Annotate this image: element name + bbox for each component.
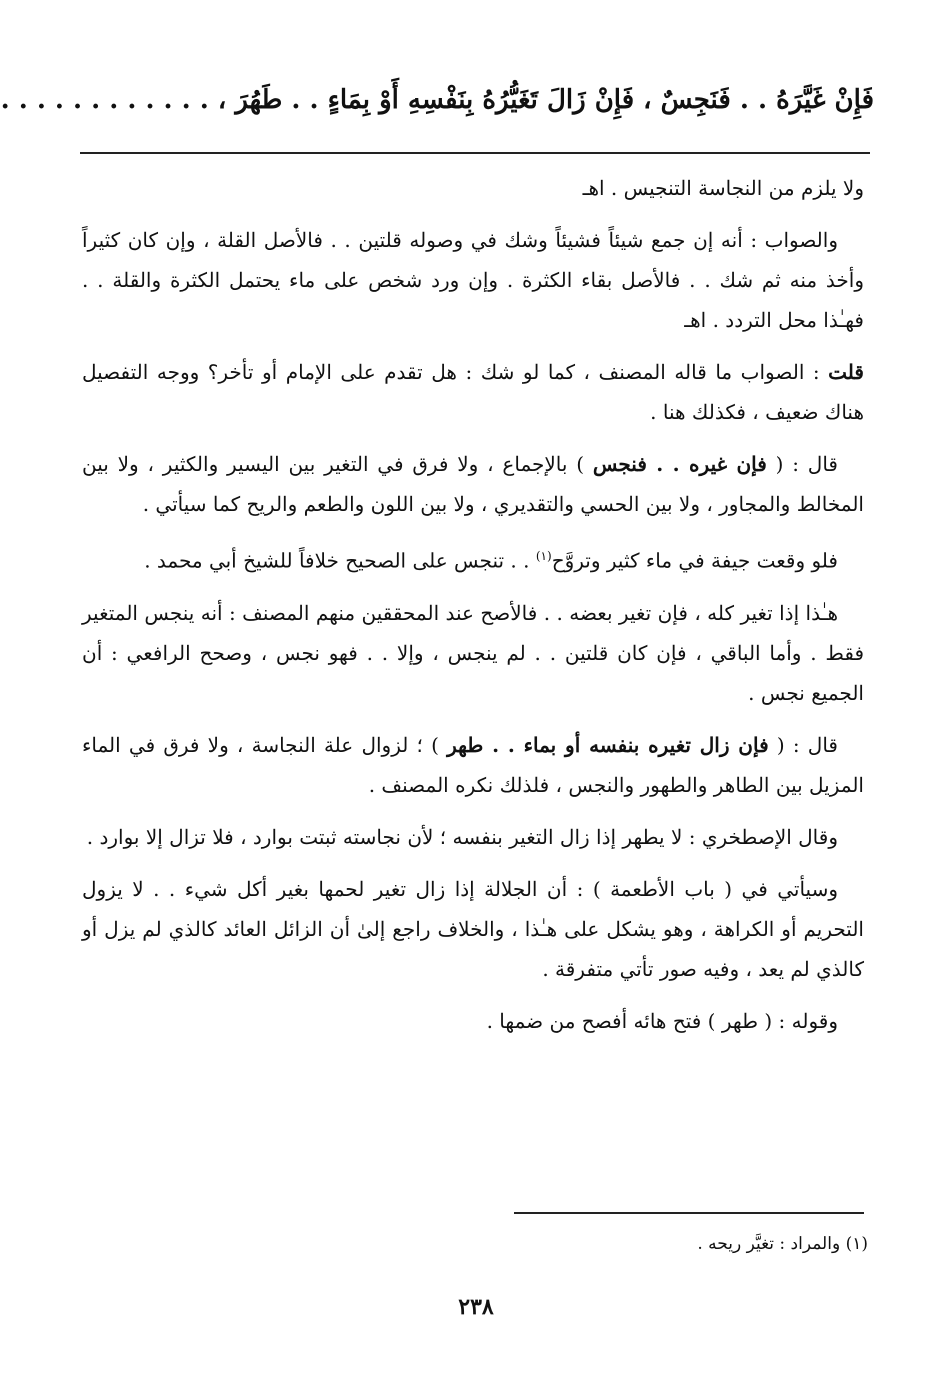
paragraph-2: والصواب : أنه إن جمع شيئاً فشيئاً وشك في وصوله قلتين . . فالأصل القلة ، وإن كان كثيراً وأخذ منه ثم شك . . فالأصل بقاء الكثرة . وإن ورد شخص على ماء يحتمل الكثرة والقلة . . فهـٰذا محل التردد . اهـ [82, 228, 864, 332]
footnote-text: والمراد : تغيَّر ريحه . [697, 1234, 846, 1254]
header-dots: . . . . . . . . . . . . [0, 85, 209, 115]
paragraph-3 [82, 352, 864, 432]
paragraph-8: وقال الإصطخري : لا يطهر إذا زال التغير بنفسه ؛ لأن نجاسته ثبتت بوارد ، فلا تزال إلا بوارد . [86, 824, 838, 849]
page-number: ٢٣٨ [458, 1294, 494, 1320]
footnote-rule [514, 1212, 864, 1214]
paragraph-7-text: ) ؛ لزوال علة النجاسة ، ولا فرق في الماء المزيل بين الطاهر والطهور والنجس ، فلذلك نكره المصنف . [82, 732, 864, 797]
footnote-marker: (١) [845, 1234, 868, 1254]
paragraph-1: ولا يلزم من النجاسة التنجيس . اهـ [582, 176, 864, 200]
paragraph-4 [82, 444, 864, 524]
commentary-body [82, 168, 864, 1053]
paragraph-6: هـٰذا إذا تغير كله ، فإن تغير بعضه . . فالأصح عند المحققين منهم المصنف : أنه ينجس المتغير فقط . وأما الباقي ، فإن كان قلتين . . لم ينجس ، وإلا . . فهو نجس ، وصحح الرافعي : أن الجميع نجس . [82, 600, 864, 705]
matn-header [0, 78, 874, 122]
footnote-reference: (١) [535, 549, 552, 563]
paragraph-10: وقوله : ( طهر ) فتح هائه أفصح من ضمها . [486, 1008, 838, 1033]
paragraph-4-text: ) بالإجماع ، ولا فرق في التغير بين اليسير والكثير ، ولا بين المخالط والمجاور ، ولا بين الحسي والتقديري ، ولا بين اللون والطعم والريح كما سيأتي . [82, 452, 864, 516]
paragraph-5-text-a: فلو وقعت جيفة في ماء كثير وتروَّح [551, 548, 838, 573]
paragraph-3-text: : الصواب ما قاله المصنف ، كما لو شك : هل تقدم على الإمام أو تأخر؟ ووجه التفصيل هناك ضعيف ، فكذلك هنا . [82, 360, 864, 424]
qala-prefix: قال : ( [768, 732, 838, 757]
footnote [168, 1230, 868, 1258]
paragraph-9: وسيأتي في ( باب الأطعمة ) : أن الجلالة إذا زال تغير لحمها بغير أكل شيء . . لا يزول التحريم أو الكراهة ، وهو يشكل على هـٰذا ، والخلاف راجع إلىٰ أن الزائل العائد كالذي لم يزل أو كالذي لم يعد ، وفيه صور تأتي متفرقة . [82, 876, 864, 981]
qala-prefix: قال : ( [766, 452, 838, 476]
header-rule [80, 152, 870, 154]
paragraph-5 [82, 536, 864, 581]
paragraph-7 [82, 725, 864, 805]
paragraph-5-text-b: . . تنجس على الصحيح خلافاً للشيخ أبي محمد . [144, 548, 536, 573]
matn-text: فَإِنْ غَيَّرَهُ . . فَنَجِسٌ ، فَإِنْ زَالَ تَغَيُّرُهُ بِنَفْسِهِ أَوْ بِمَاءٍ . . طَهُرَ ، [208, 85, 874, 115]
qultu-label: قلت [828, 360, 864, 384]
quoted-matn: فإن زال تغيره بنفسه أو بماء . . طهر [447, 732, 769, 757]
quoted-matn: فإن غيره . . فنجس [592, 452, 767, 476]
